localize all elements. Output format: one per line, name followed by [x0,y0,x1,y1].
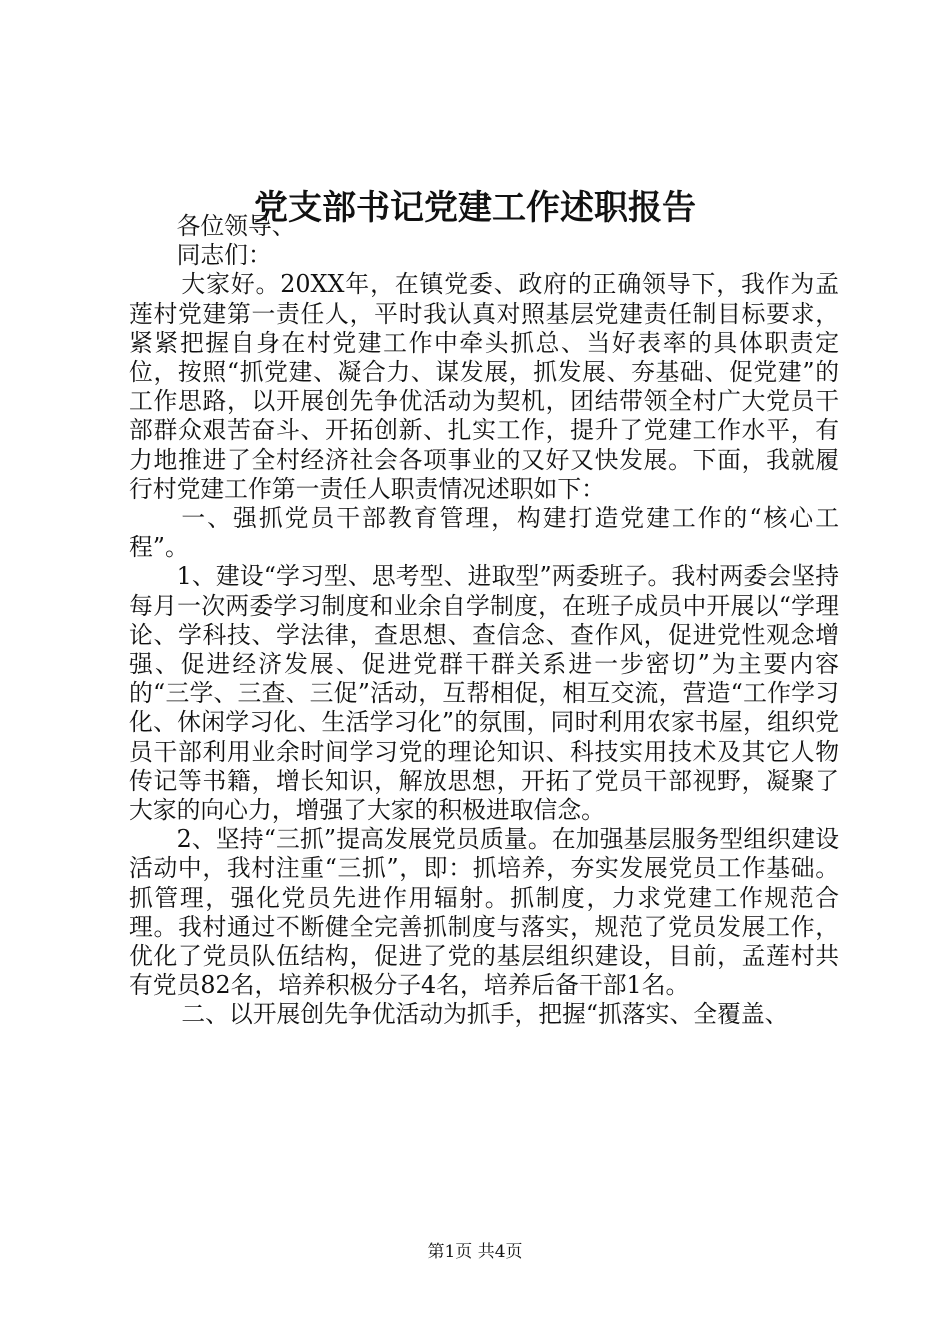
greeting-line: 同志们： [176,241,272,270]
paragraph: 2、坚持“三抓”提高发展党员质量。在加强基层服务型组织建设活动中，我村注重“三抓”，即：抓培养，夯实发展党员工作基础。抓管理，强化党员先进作用辐射。抓制度，力求党建工作规范合理。我村通过不断健全完善抓制度与落实，规范了党员发展工作，优化了党员队伍结构，促进了党的基层组织建设，目前，孟莲村共有党员82名，培养积极分子4名，培养后备干部1名。 [129,825,839,1000]
document-title: 党支部书记党建工作述职报告 [254,188,696,228]
document-body [129,212,839,1030]
section-heading: 二、以开展创先争优活动为抓手，把握“抓落实、全覆盖、 [181,1000,789,1029]
paragraph: 大家好。20XX年，在镇党委、政府的正确领导下，我作为孟莲村党建第一责任人，平时我认真对照基层党建责任制目标要求，紧紧把握自身在村党建工作中牵头抓总、当好表率的具体职责定位，按照“抓党建、凝合力、谋发展，抓发展、夯基础、促党建”的工作思路，以开展创先争优活动为契机，团结带领全村广大党员干部群众艰苦奋斗、开拓创新、扎实工作，提升了党建工作水平，有力地推进了全村经济社会各项事业的又好又快发展。下面，我就履行村党建工作第一责任人职责情况述职如下： [129,270,839,503]
greeting-line: 各位领导、 [176,212,296,240]
section-heading: 一、强抓党员干部教育管理，构建打造党建工作的“核心工程”。 [129,504,839,562]
paragraph: 1、建设“学习型、思考型、进取型”两委班子。我村两委会坚持每月一次两委学习制度和业余自学制度，在班子成员中开展以“学理论、学科技、学法律，查思想、查信念、查作风，促进党性观念增强、促进经济发展、促进党群干群关系进一步密切”为主要内容的“三学、三查、三促”活动，互帮相促，相互交流，营造“工作学习化、休闲学习化、生活学习化”的氛围，同时利用农家书屋，组织党员干部利用业余时间学习党的理论知识、科技实用技术及其它人物传记等书籍，增长知识，解放思想，开拓了党员干部视野，凝聚了大家的向心力，增强了大家的积极进取信念。 [129,562,839,825]
page-footer: 第1页 共4页 [427,1242,523,1262]
